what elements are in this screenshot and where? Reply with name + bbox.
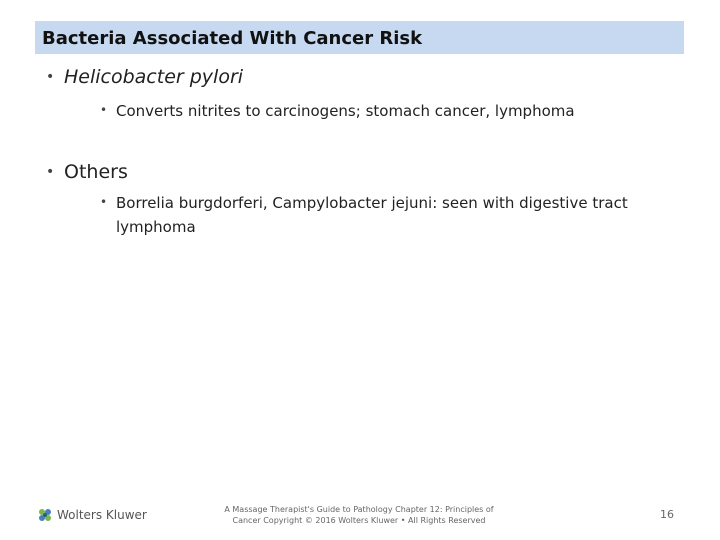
bullet-helicobacter [46, 65, 243, 89]
wolters-kluwer-logo [36, 506, 147, 524]
slide-title: Bacteria Associated With Cancer Risk [42, 28, 423, 49]
bullet-others [46, 160, 128, 184]
bullet-icon: • [100, 103, 108, 117]
logo-icon [36, 506, 54, 524]
subbullet-others [100, 191, 690, 239]
footer-caption: A Massage Therapist's Guide to Pathology Chapter 12: Principles of Cancer Copyright © 2016 Wolters Kluwer • All Rights Reserved [224, 505, 494, 525]
subbullet-helicobacter [100, 99, 690, 123]
bullet-text: Helicobacter pylori [64, 66, 244, 88]
page-number: 16 [660, 508, 674, 521]
bullet-icon: • [100, 195, 108, 209]
bullet-text: Others [64, 161, 128, 183]
bullet-icon: • [46, 69, 55, 85]
subbullet-text: Converts nitrites to carcinogens; stomach cancer, lymphoma [116, 102, 575, 120]
bullet-icon: • [46, 164, 55, 180]
subbullet-text: Borrelia burgdorferi, Campylobacter jejuni: seen with digestive tract lymphoma [116, 194, 628, 236]
logo-text: Wolters Kluwer [57, 508, 147, 522]
title-bar [35, 21, 684, 54]
